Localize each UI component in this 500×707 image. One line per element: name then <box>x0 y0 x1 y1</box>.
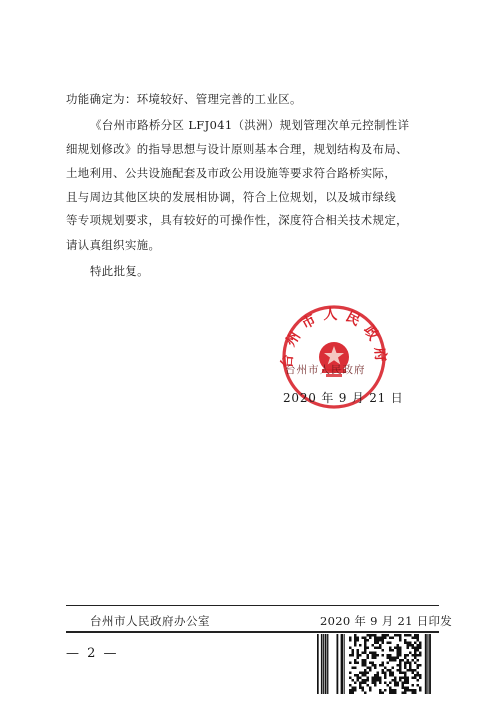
page-number: — 2 — <box>66 646 119 661</box>
footer-top-rule <box>66 605 439 606</box>
body-line-3: 细规划修改》的指导思想与设计原则基本合理，规划结构及布局、 <box>66 142 408 156</box>
footer-bottom-rule <box>66 631 439 633</box>
body-line-2: 《台州市路桥分区 LFJ041（洪洲）规划管理次单元控制性详 <box>90 118 410 132</box>
seal-inner-text: 台州市人民政府 <box>285 364 366 376</box>
body-line-4: 土地利用、公共设施配套及市政公用设施等要求符合路桥实际， <box>66 166 397 180</box>
barcode-icon <box>317 634 437 694</box>
body-line-1: 功能确定为：环境较好、管理完善的工业区。 <box>66 92 302 106</box>
seal-ring-text: 台州市人民政府 <box>279 307 389 369</box>
body-line-6: 等专项规划要求，具有较好的可操作性，深度符合相关技术规定， <box>66 213 408 227</box>
signature-date: 2020 年 9 月 21 日 <box>283 391 404 405</box>
print-date: 2020 年 9 月 21 日印发 <box>320 614 453 628</box>
body-line-5: 且与周边其他区块的发展相协调，符合上位规划，以及城市绿线 <box>66 190 397 204</box>
issuer-office: 台州市人民政府办公室 <box>90 614 210 628</box>
closing-line: 特此批复。 <box>90 264 149 278</box>
body-line-7: 请认真组织实施。 <box>66 238 161 252</box>
